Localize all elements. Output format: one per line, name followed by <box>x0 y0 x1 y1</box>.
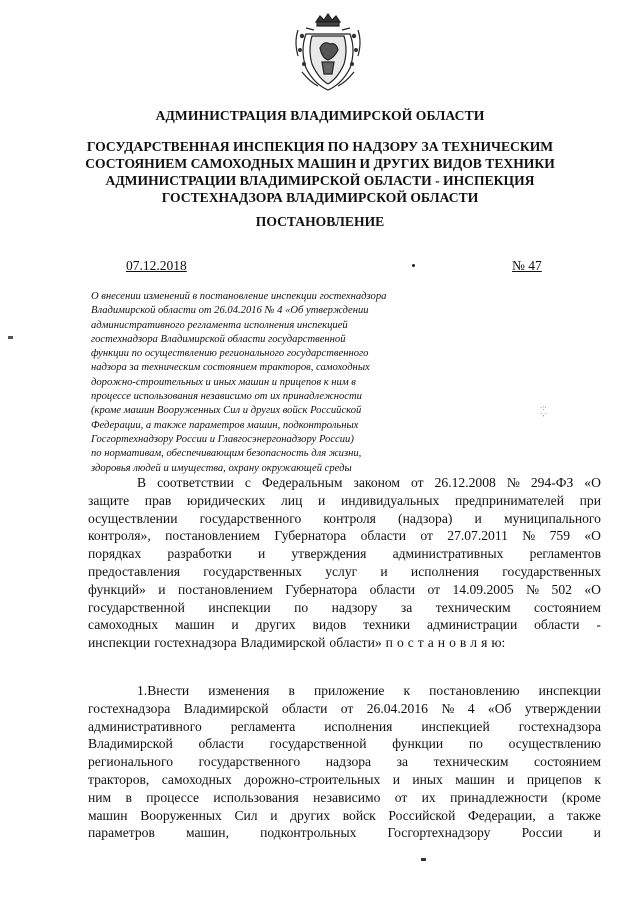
subject-line: здоровья людей и имущества, охрану окружающей среды <box>91 462 352 474</box>
paragraph-line <box>88 735 601 753</box>
subject-line: Госгортехнадзору России и Главгосэнергонадзору России) <box>91 433 354 445</box>
word: регионального <box>88 754 173 770</box>
word: о <box>449 635 456 651</box>
subject-line: Владимирской области от 26.04.2016 № 4 «Об утверждении <box>91 305 369 317</box>
word: утверждения <box>291 546 367 562</box>
inspection-title-line: ГОСТЕХНАДЗОРА ВЛАДИМИРСКОЙ ОБЛАСТИ <box>161 190 479 205</box>
word: техническим <box>435 599 511 615</box>
word: (кроме <box>561 789 601 805</box>
paragraph-line <box>88 563 601 581</box>
preamble-paragraph <box>88 474 601 652</box>
word: надзора <box>325 754 372 770</box>
word: подконтрольных <box>260 825 357 841</box>
word: н <box>437 635 446 651</box>
paragraph-line <box>88 599 601 617</box>
word: в <box>288 683 295 698</box>
word: муниципального <box>503 510 601 526</box>
word: предпринимателей <box>454 492 564 508</box>
subject-line: процессе использования независимо от их принадлежности <box>91 391 362 403</box>
word: с <box>407 635 414 651</box>
decree-subject <box>91 290 431 476</box>
paragraph-line <box>88 700 601 718</box>
word: защите <box>88 492 130 508</box>
paragraph-line <box>88 824 601 842</box>
word: 294-ФЗ <box>530 475 574 490</box>
word: порядках <box>88 546 142 562</box>
subject-line: гостехнадзора Владимирской области государственной <box>91 333 346 345</box>
word: при <box>579 492 601 508</box>
subject-line: функции по осуществлению регионального государственного <box>91 348 369 360</box>
word: принадлежности <box>450 789 548 805</box>
word: по <box>468 736 483 752</box>
word: инспекции <box>208 599 271 615</box>
paragraph-line <box>88 510 601 528</box>
word: к <box>403 683 411 698</box>
word: Вооруженных <box>140 807 222 823</box>
word: функций» <box>88 581 146 597</box>
word: гостехнадзора <box>154 635 237 651</box>
word: техники <box>363 617 411 633</box>
inspection-title-line: АДМИНИСТРАЦИИ ВЛАДИМИРСКОЙ ОБЛАСТИ - ИНСПЕКЦИЯ <box>105 173 535 188</box>
word: 1.Внести <box>137 683 190 698</box>
word: контроля», <box>88 528 151 544</box>
word: Сил <box>234 807 258 823</box>
word: (надзора) <box>398 510 453 526</box>
word: области <box>534 617 580 633</box>
word: от <box>340 700 354 716</box>
word: области <box>281 700 328 716</box>
word: машин <box>455 771 495 787</box>
word: прицепов <box>526 771 582 787</box>
word: «О <box>584 528 601 544</box>
paragraph-line <box>88 527 601 545</box>
word: «О <box>584 581 601 597</box>
paragraph-line <box>88 581 601 599</box>
word: разработки <box>167 546 232 562</box>
word: 502 <box>551 581 572 597</box>
stray-mark <box>421 858 426 861</box>
word: п <box>385 635 393 651</box>
subject-line: Федерации, а также параметров машин, подконтрольных <box>91 419 359 431</box>
word: инспекции <box>88 635 151 651</box>
word: гостехнадзора <box>518 718 601 734</box>
word: - <box>596 617 601 633</box>
word: ю: <box>491 635 506 651</box>
word: и <box>392 771 400 787</box>
word: № <box>526 581 540 597</box>
word: государственного <box>198 754 301 770</box>
document-number: № 47 <box>512 258 542 273</box>
word: Госгортехнадзору <box>387 825 491 841</box>
word: инспекции <box>538 683 601 698</box>
word: В <box>137 475 147 490</box>
word: и <box>507 771 515 787</box>
word: государственной <box>269 736 367 752</box>
word: индивидуальных <box>340 492 440 508</box>
word: о <box>396 635 404 651</box>
inspection-title <box>60 138 580 206</box>
word: техническим <box>433 754 509 770</box>
word: от <box>411 475 424 490</box>
word: Федеральным <box>261 475 343 490</box>
word: соответствии <box>157 475 234 490</box>
subject-line: надзора за техническим состоянием тракторов, самоходных <box>91 362 370 374</box>
paragraph-line <box>88 492 601 510</box>
word: 4 <box>467 700 475 716</box>
word: других <box>255 617 296 633</box>
word: ним <box>88 789 112 805</box>
word: осуществлению <box>508 736 601 752</box>
subject-line: административного регламента исполнения инспекцией <box>91 319 348 331</box>
word: лиц <box>281 492 303 508</box>
word: Владимирской <box>88 736 173 752</box>
stray-mark <box>8 336 13 339</box>
word: видов <box>312 617 347 633</box>
word: предоставления <box>88 563 181 579</box>
word: 26.12.2008 <box>434 475 496 490</box>
word: постановлению <box>429 683 520 698</box>
word: т <box>417 635 424 651</box>
word: 27.07.2011 <box>447 528 508 544</box>
paragraph-line <box>88 474 601 492</box>
word: и <box>257 546 266 562</box>
word: Российской <box>388 807 456 823</box>
word: состоянием <box>534 754 601 770</box>
word: инспекцией <box>421 718 490 734</box>
scan-specks: ·:· ·‚· <box>540 404 547 418</box>
word: от <box>394 789 408 805</box>
word: области <box>369 581 416 597</box>
word: войск <box>342 807 376 823</box>
word: постановлением <box>165 528 260 544</box>
word: администрации <box>427 617 518 633</box>
word: прав <box>144 492 172 508</box>
word: и <box>474 510 482 526</box>
word: административных <box>392 546 504 562</box>
word: России <box>521 825 563 841</box>
word: дорожно-строительных <box>244 771 381 787</box>
word: Федерации, <box>468 807 536 823</box>
word: в <box>459 635 467 651</box>
paragraph-line <box>88 545 601 563</box>
word: независимо <box>313 789 381 805</box>
word: машин <box>174 617 215 633</box>
word: за <box>396 754 409 770</box>
word: Губернатора <box>285 581 358 597</box>
subject-line: О внесении изменений в постановление инспекции гостехнадзора <box>91 291 387 302</box>
word: к <box>594 771 601 787</box>
word: от <box>427 581 441 597</box>
subject-line: дорожно-строительных и иных машин и прицепов к ним в <box>91 376 356 388</box>
paragraph-line <box>88 753 601 771</box>
administration-title: АДМИНИСТРАЦИЯ ВЛАДИМИРСКОЙ ОБЛАСТИ <box>155 108 485 123</box>
word: а <box>427 635 434 651</box>
word: л <box>470 635 478 651</box>
word: законом <box>353 475 401 490</box>
word: по <box>294 599 309 615</box>
paragraph-line <box>88 807 601 825</box>
paragraph-line <box>88 616 601 634</box>
inspection-title-line: ГОСУДАРСТВЕННАЯ ИНСПЕКЦИЯ ПО НАДЗОРУ ЗА ТЕХНИЧЕСКИМ <box>86 139 554 154</box>
word: административного <box>88 718 202 734</box>
subject-line: (кроме машин Вооруженных Сил и других войск Российской <box>91 405 362 417</box>
inspection-title-line: СОСТОЯНИЕМ САМОХОДНЫХ МАШИН И ДРУГИХ ВИДОВ ТЕХНИКИ <box>85 156 555 171</box>
paragraph-line <box>88 634 601 652</box>
word: области <box>198 736 244 752</box>
word: процессе <box>146 789 200 805</box>
coat-of-arms-emblem <box>292 12 364 94</box>
word: государственных <box>203 563 302 579</box>
paragraph-line <box>88 771 601 789</box>
clause-1-paragraph <box>88 682 601 842</box>
word: других <box>290 807 331 823</box>
stray-mark <box>412 264 415 267</box>
word: использования <box>213 789 299 805</box>
word: самоходных <box>88 617 159 633</box>
word: исполнения <box>410 563 480 579</box>
word: юридических <box>187 492 266 508</box>
word: государственной <box>88 599 185 615</box>
paragraph-line <box>88 789 601 807</box>
word: регламентов <box>529 546 601 562</box>
word: и <box>593 825 601 841</box>
word: с <box>244 475 251 490</box>
word: Владимирской <box>183 700 269 716</box>
word: а <box>548 807 555 823</box>
word: их <box>421 789 436 805</box>
word: тракторов, <box>88 771 150 787</box>
word: и <box>380 563 388 579</box>
word: регламента <box>230 718 296 734</box>
word: и <box>270 807 278 823</box>
word: услуг <box>325 563 358 579</box>
word: области <box>360 528 407 544</box>
word: иных <box>412 771 443 787</box>
word: № <box>506 475 520 490</box>
word: 14.09.2005 <box>452 581 514 597</box>
word: параметров <box>88 825 155 841</box>
word: утверждении <box>524 700 601 716</box>
word: Владимирской <box>240 635 326 651</box>
word: исполнения <box>324 718 393 734</box>
word: самоходных <box>161 771 232 787</box>
document-date: 07.12.2018 <box>126 258 187 273</box>
word: № <box>441 700 455 716</box>
word: 26.04.2016 <box>366 700 428 716</box>
word: в <box>125 789 132 805</box>
word: также <box>566 807 601 823</box>
word: от <box>420 528 433 544</box>
word: за <box>400 599 413 615</box>
word: постановлением <box>177 581 273 597</box>
word: области» <box>329 635 382 651</box>
word: и <box>231 617 239 633</box>
subject-line: по нормативам, обеспечивающим безопасность для жизни, <box>91 448 362 460</box>
word: приложение <box>313 683 385 698</box>
word: и <box>158 581 166 597</box>
word: и <box>318 492 326 508</box>
word: № <box>522 528 536 544</box>
word: «Об <box>487 700 512 716</box>
word: машин <box>88 807 128 823</box>
word: машин, <box>186 825 229 841</box>
word: гостехнадзора <box>88 700 171 716</box>
word: надзору <box>331 599 378 615</box>
word: государственного <box>199 510 302 526</box>
word: состоянием <box>534 599 601 615</box>
word: я <box>481 635 488 651</box>
word: «О <box>584 475 601 490</box>
word: изменения <box>208 683 270 698</box>
word: контроля <box>323 510 376 526</box>
paragraph-line <box>88 718 601 736</box>
word: функции <box>392 736 444 752</box>
word: Губернатора <box>274 528 347 544</box>
word: государственных <box>502 563 601 579</box>
word: осуществлении <box>88 510 178 526</box>
paragraph-line <box>88 682 601 700</box>
word: 759 <box>549 528 570 544</box>
document-type: ПОСТАНОВЛЕНИЕ <box>255 214 385 229</box>
